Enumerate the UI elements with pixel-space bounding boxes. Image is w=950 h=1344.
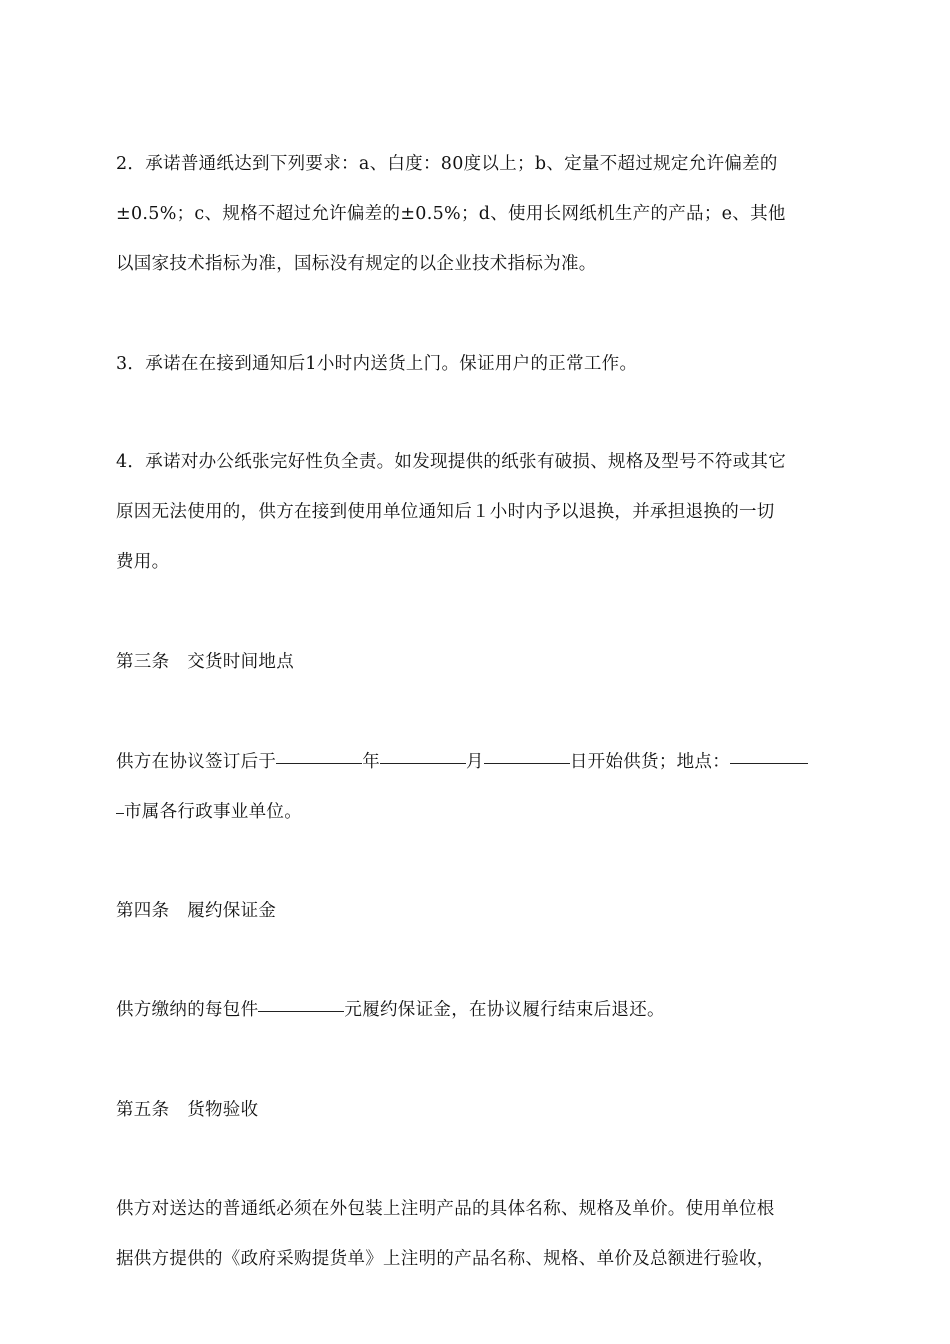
clause-4-paragraph — [116, 437, 836, 587]
clause-4-line-2: 原因无法使用的，供方在接到使用单位通知后１小时内予以退换，并承担退换的一切 — [116, 502, 775, 522]
article-4-heading-text: 第四条 履约保证金 — [116, 901, 277, 921]
article-3-heading-text: 第三条 交货时间地点 — [116, 652, 294, 672]
clause-4-line-1: 4．承诺对办公纸张完好性负全责。如发现提供的纸张有破损、规格及型号不符或其它 — [116, 452, 787, 472]
clause-4-line-3: 费用。 — [116, 552, 170, 572]
day-blank — [484, 763, 570, 764]
year-blank — [276, 763, 362, 764]
article-5-heading — [116, 1085, 836, 1135]
article-4-text-1: 供方缴纳的每包件 — [116, 1000, 259, 1020]
article-3-line-2 — [116, 787, 836, 837]
article-3-text-5: 市属各行政事业单位。 — [124, 802, 302, 822]
article-3-heading — [116, 637, 836, 687]
article-3-text-1: 供方在协议签订后于 — [116, 752, 277, 772]
article-4-heading — [116, 886, 836, 936]
article-5-line-2: 据供方提供的《政府采购提货单》上注明的产品名称、规格、单价及总额进行验收， — [116, 1249, 775, 1269]
clause-3-paragraph — [116, 339, 836, 389]
clause-2-line-1: 2．承诺普通纸达到下列要求：a、白度：80度以上；b、定量不超过规定允许偏差的 — [116, 154, 778, 174]
article-5-heading-text: 第五条 货物验收 — [116, 1100, 259, 1120]
clause-2-line-2: ±0.5%；c、规格不超过允许偏差的±0.5%；d、使用长网纸机生产的产品；e、其他 — [116, 204, 786, 224]
article-4-paragraph — [116, 985, 836, 1035]
article-4-text-2: 元履约保证金，在协议履行结束后退还。 — [344, 1000, 665, 1020]
clause-3-line-1: 3．承诺在在接到通知后1小时内送货上门。保证用户的正常工作。 — [116, 354, 638, 374]
article-3-text-2: 年 — [362, 752, 381, 772]
month-blank — [380, 763, 466, 764]
article-4-line-1 — [116, 985, 836, 1035]
clause-2-line-3: 以国家技术指标为准，国标没有规定的以企业技术指标为准。 — [116, 254, 597, 274]
clause-2-paragraph — [116, 139, 836, 289]
article-5-line-1: 供方对送达的普通纸必须在外包装上注明产品的具体名称、规格及单价。使用单位根 — [116, 1199, 775, 1219]
location-blank — [730, 763, 808, 764]
article-3-text-3: 月 — [466, 752, 484, 772]
article-3-line-1 — [116, 737, 836, 787]
article-3-text-4: 日开始供货；地点： — [569, 752, 731, 772]
article-3-paragraph — [116, 737, 836, 837]
location-blank-continued — [116, 813, 124, 814]
article-5-paragraph — [116, 1184, 836, 1284]
deposit-amount-blank — [258, 1011, 344, 1012]
